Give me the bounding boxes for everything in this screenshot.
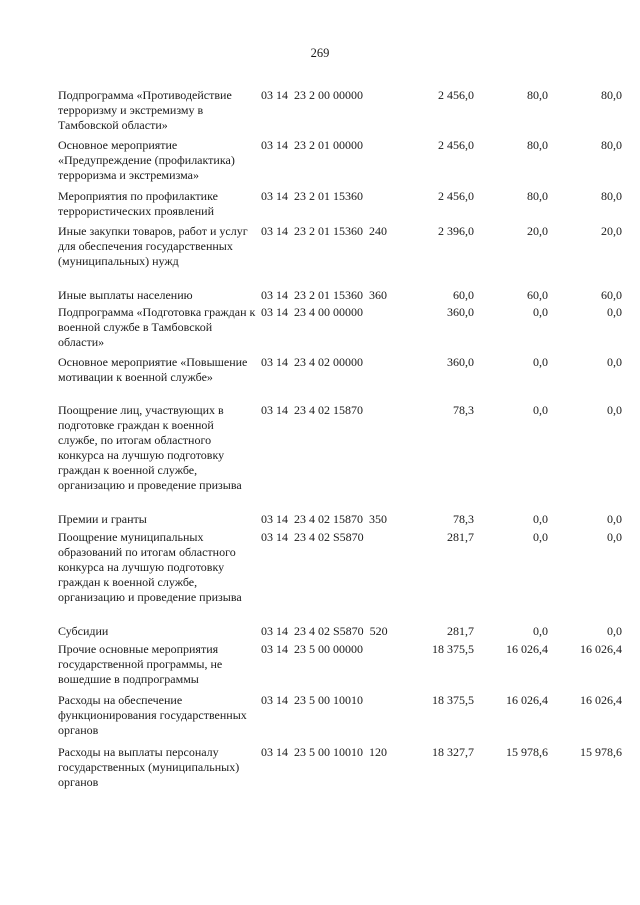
row-name: Основное мероприятие «Предупреждение (профилактика) терроризма и экстремизма»: [58, 138, 235, 182]
row-name: Поощрение лиц, участвующих в подготовке граждан к военной службе, по итогам областного конкурса на лучшую подготовку граждан к военной службе, организацию и проведение призыва: [58, 403, 242, 492]
table-row: [0, 745, 640, 790]
row-code: 03 14 23 2 01 15360: [261, 189, 363, 203]
value-2020: 16 026,4: [580, 642, 622, 656]
value-2020: 80,0: [601, 189, 622, 203]
row-name: Подпрограмма «Противодействие терроризму и экстремизму в Тамбовской области»: [58, 88, 232, 132]
row-code: 03 14 23 4 02 00000: [261, 355, 363, 369]
value-2020: 0,0: [607, 512, 622, 526]
value-2019: 0,0: [533, 403, 548, 417]
value-2019: 0,0: [533, 530, 548, 544]
table-row: [0, 288, 640, 303]
row-name: Основное мероприятие «Повышение мотивации к военной службе»: [58, 355, 248, 384]
value-2020: 0,0: [607, 355, 622, 369]
row-code: 03 14 23 5 00 00000: [261, 642, 363, 656]
table-row: [0, 624, 640, 639]
value-2019: 15 978,6: [506, 745, 548, 759]
value-2018: 60,0: [453, 288, 474, 302]
value-2018: 281,7: [447, 530, 474, 544]
value-2019: 0,0: [533, 624, 548, 638]
value-2019: 16 026,4: [506, 693, 548, 707]
value-2020: 0,0: [607, 530, 622, 544]
table-row: [0, 530, 640, 620]
value-2020: 0,0: [607, 403, 622, 417]
value-2018: 2 396,0: [438, 224, 474, 238]
row-name: Подпрограмма «Подготовка граждан к военной службе в Тамбовской области»: [58, 305, 256, 349]
row-code: 03 14 23 4 02 S5870 520: [261, 624, 388, 638]
table-row: [0, 224, 640, 284]
table-row: [0, 355, 640, 400]
value-2020: 0,0: [607, 305, 622, 319]
value-2020: 0,0: [607, 624, 622, 638]
value-2019: 0,0: [533, 512, 548, 526]
value-2018: 18 375,5: [432, 642, 474, 656]
row-name: Иные закупки товаров, работ и услуг для обеспечения государственных (муниципальных) нужд: [58, 224, 248, 268]
value-2020: 80,0: [601, 138, 622, 152]
value-2018: 281,7: [447, 624, 474, 638]
value-2018: 2 456,0: [438, 88, 474, 102]
value-2018: 360,0: [447, 355, 474, 369]
value-2019: 0,0: [533, 355, 548, 369]
table-row: [0, 403, 640, 508]
value-2018: 18 375,5: [432, 693, 474, 707]
value-2018: 360,0: [447, 305, 474, 319]
row-code: 03 14 23 4 02 S5870: [261, 530, 364, 544]
table-row: [0, 305, 640, 350]
value-2019: 60,0: [527, 288, 548, 302]
value-2018: 78,3: [453, 403, 474, 417]
value-2018: 18 327,7: [432, 745, 474, 759]
value-2019: 16 026,4: [506, 642, 548, 656]
value-2019: 80,0: [527, 138, 548, 152]
row-code: 03 14 23 4 02 15870 350: [261, 512, 387, 526]
row-code: 03 14 23 4 02 15870: [261, 403, 363, 417]
row-name: Иные выплаты населению: [58, 288, 193, 302]
row-name: Расходы на выплаты персоналу государственных (муниципальных) органов: [58, 745, 240, 789]
value-2020: 60,0: [601, 288, 622, 302]
row-name: Прочие основные мероприятия государственной программы, не вошедшие в подпрограммы: [58, 642, 223, 686]
row-code: 03 14 23 2 01 15360 240: [261, 224, 387, 238]
value-2019: 80,0: [527, 88, 548, 102]
value-2020: 20,0: [601, 224, 622, 238]
value-2020: 15 978,6: [580, 745, 622, 759]
row-code: 03 14 23 2 00 00000: [261, 88, 363, 102]
row-name: Премии и гранты: [58, 512, 147, 526]
row-name: Поощрение муниципальных образований по итогам областного конкурса на лучшую подготовку граждан к военной службе, организацию и проведение призыва: [58, 530, 242, 604]
value-2019: 20,0: [527, 224, 548, 238]
table-row: [0, 138, 640, 183]
value-2020: 80,0: [601, 88, 622, 102]
row-name: Расходы на обеспечение функционирования государственных органов: [58, 693, 247, 737]
row-name: Мероприятия по профилактике террористических проявлений: [58, 189, 218, 218]
value-2018: 2 456,0: [438, 189, 474, 203]
table-row: [0, 642, 640, 687]
table-row: [0, 693, 640, 738]
row-code: 03 14 23 4 00 00000: [261, 305, 363, 319]
value-2019: 80,0: [527, 189, 548, 203]
row-name: Субсидии: [58, 624, 109, 638]
row-code: 03 14 23 5 00 10010: [261, 693, 363, 707]
row-code: 03 14 23 2 01 00000: [261, 138, 363, 152]
value-2019: 0,0: [533, 305, 548, 319]
row-code: 03 14 23 5 00 10010 120: [261, 745, 387, 759]
value-2020: 16 026,4: [580, 693, 622, 707]
table-row: [0, 189, 640, 219]
value-2018: 2 456,0: [438, 138, 474, 152]
table-row: [0, 88, 640, 133]
value-2018: 78,3: [453, 512, 474, 526]
row-code: 03 14 23 2 01 15360 360: [261, 288, 387, 302]
table-row: [0, 512, 640, 527]
budget-table: [0, 83, 640, 789]
page-number: 269: [310, 46, 330, 60]
